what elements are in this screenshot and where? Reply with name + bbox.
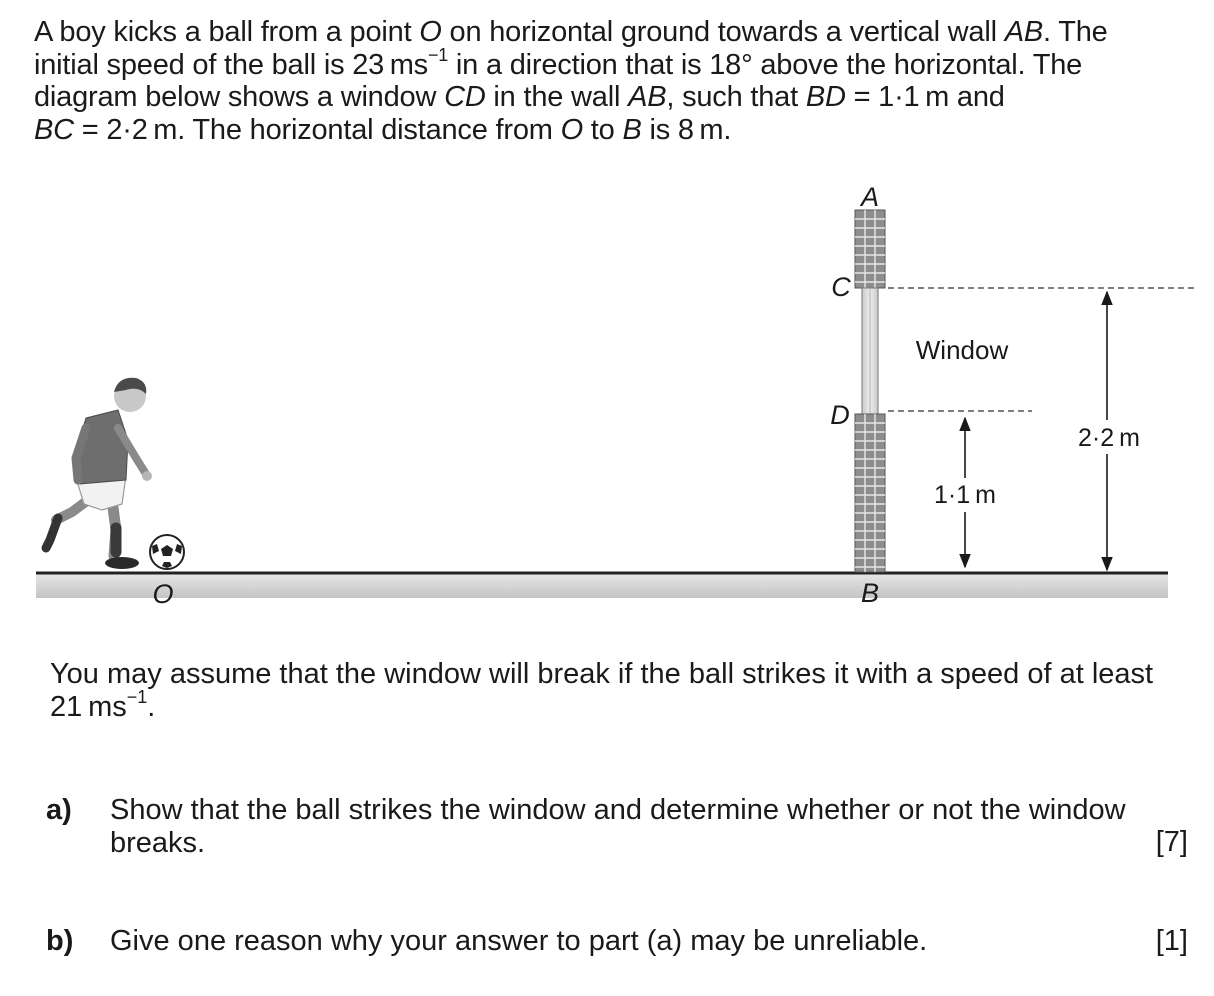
assumption-value: 21 ms: [50, 690, 127, 723]
assumption-superscript: −1: [126, 686, 148, 707]
intro-text: = 2·2 m. The horizontal distance from: [73, 113, 561, 146]
intro-point-o: O: [560, 113, 583, 146]
intro-wall-ab: AB: [1004, 16, 1043, 48]
soccer-ball: [150, 535, 184, 569]
question-a-marks: [7]: [1155, 826, 1188, 858]
ground-shading: [36, 574, 1168, 598]
intro-line-2: [34, 44, 1194, 82]
label-point-b: B: [860, 578, 880, 608]
intro-text: is 8 m.: [641, 113, 732, 146]
intro-text: in the wall: [485, 81, 629, 113]
intro-window-cd: CD: [444, 81, 486, 113]
question-b-text: Give one reason why your answer to part (a) may be unreliable.: [110, 925, 928, 957]
question-a-label: a): [46, 794, 72, 826]
intro-line-1: [34, 16, 1194, 49]
intro-point-o: O: [419, 16, 442, 48]
question-b-label: b): [46, 925, 74, 957]
assumption-period: .: [147, 690, 156, 723]
question-a: [46, 794, 1192, 864]
assumption-text: [50, 658, 1200, 723]
bc-length-label: 2·2 m: [1078, 424, 1140, 452]
intro-text: , such that: [666, 81, 806, 113]
intro-line-3: [34, 81, 1194, 114]
question-a-text: Show that the ball strikes the window and determine whether or not the window breaks.: [110, 794, 1126, 859]
intro-bd: BD: [805, 81, 846, 113]
window-label: Window: [915, 335, 1009, 365]
intro-line-4: [34, 114, 1194, 147]
intro-text: initial speed of the ball is 23 ms: [34, 48, 428, 81]
intro-text: diagram below shows a window: [34, 81, 445, 113]
assumption-line-2: [50, 686, 1200, 724]
label-point-a: A: [860, 182, 880, 212]
wall-lower-bricks: [855, 414, 885, 572]
intro-text: on horizontal ground towards a vertical wall: [441, 16, 1005, 48]
intro-wall-ab: AB: [628, 81, 667, 113]
boy-kicking-figure: [46, 378, 152, 569]
intro-text: A boy kicks a ball from a point: [34, 16, 420, 48]
question-b: [46, 925, 1192, 961]
intro-text: = 1·1 m and: [845, 81, 1005, 113]
problem-intro: [34, 16, 1194, 146]
diagram: [0, 170, 1214, 610]
label-point-o: O: [152, 579, 174, 609]
intro-text: . The: [1043, 16, 1108, 48]
question-b-marks: [1]: [1155, 925, 1188, 957]
label-point-d: D: [830, 400, 850, 430]
assumption-line-1: You may assume that the window will break if the ball strikes it with a speed of at least: [50, 658, 1154, 690]
intro-point-b: B: [622, 113, 642, 146]
intro-bc: BC: [34, 113, 74, 146]
wall-upper-bricks: [855, 210, 885, 288]
intro-text: in a direction that is 18° above the horizontal. The: [448, 48, 1083, 81]
intro-superscript: −1: [427, 44, 449, 65]
window-pane: [862, 288, 878, 414]
label-point-c: C: [831, 272, 851, 302]
intro-text: to: [582, 113, 623, 146]
bd-length-label: 1·1 m: [934, 481, 996, 509]
